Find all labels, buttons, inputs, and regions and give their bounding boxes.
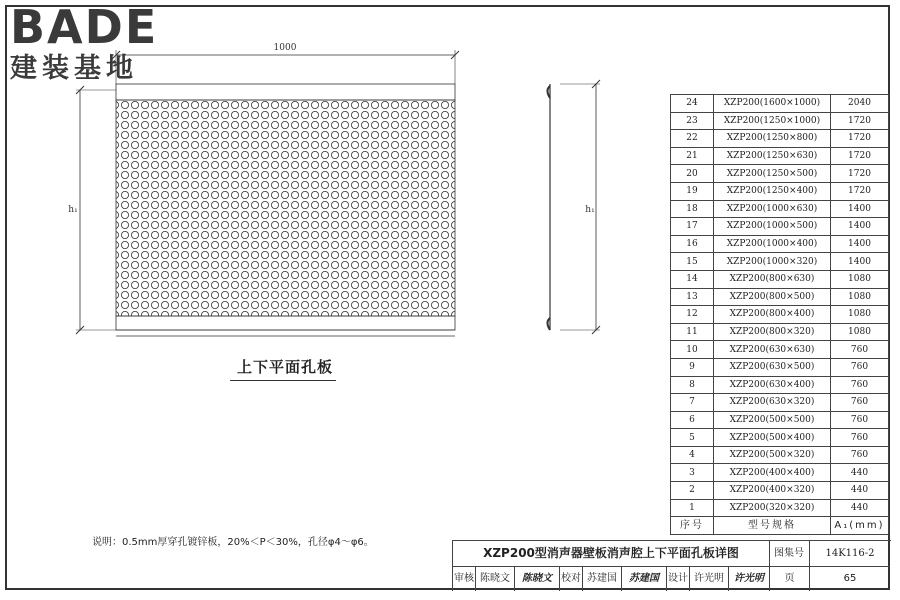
row-number-cell: 7 (671, 394, 714, 412)
title-block (452, 540, 891, 591)
reviewer-name: 陈晓文 (476, 567, 515, 591)
page-number: 65 (843, 573, 857, 584)
area-cell: 1400 (831, 218, 889, 236)
atlas-number: 14K116-2 (810, 541, 890, 567)
height-dimension-left (68, 86, 116, 334)
area-cell: 1080 (831, 306, 889, 324)
design-label: 设计 (667, 567, 690, 591)
row-number-cell: 15 (671, 253, 714, 271)
table-row (671, 464, 889, 482)
table-row (671, 288, 889, 306)
table-row (671, 499, 889, 517)
area-cell: 1720 (831, 147, 889, 165)
table-row (671, 235, 889, 253)
area-cell: 2040 (831, 95, 889, 113)
row-number-cell: 19 (671, 182, 714, 200)
side-view (548, 80, 601, 334)
left-height-label: h₁ (68, 205, 78, 215)
model-cell: XZP200(630×630) (714, 341, 831, 359)
row-number-cell: 3 (671, 464, 714, 482)
area-cell: 760 (831, 411, 889, 429)
row-number-cell: 8 (671, 376, 714, 394)
model-cell: XZP200(500×320) (714, 446, 831, 464)
row-number-cell: 1 (671, 499, 714, 517)
table-row (671, 218, 889, 236)
atlas-label: 图集号 (769, 541, 810, 567)
spec-table (670, 94, 889, 535)
table-row (671, 411, 889, 429)
model-cell: XZP200(800×630) (714, 270, 831, 288)
table-header-row (671, 517, 889, 535)
table-row (671, 112, 889, 130)
model-cell: XZP200(320×320) (714, 499, 831, 517)
area-cell: 1080 (831, 288, 889, 306)
row-number-cell: 10 (671, 341, 714, 359)
table-row (671, 270, 889, 288)
model-cell: XZP200(1250×630) (714, 147, 831, 165)
caption-underline (230, 380, 336, 381)
table-row (671, 253, 889, 271)
area-cell: 760 (831, 394, 889, 412)
area-cell: 760 (831, 429, 889, 447)
designer-name: 许光明 (690, 567, 729, 591)
table-row (671, 341, 889, 359)
table-row (671, 482, 889, 500)
row-number-cell: 17 (671, 218, 714, 236)
drawing-caption: 上下平面孔板 (237, 358, 334, 376)
table-row (671, 446, 889, 464)
drawing-note: 说明：0.5mm厚穿孔镀锌板，20%＜P＜30%，孔径φ4～φ6。 (92, 537, 374, 548)
width-dim-label: 1000 (273, 43, 297, 53)
model-cell: XZP200(400×400) (714, 464, 831, 482)
area-cell: 1080 (831, 323, 889, 341)
header-number: 序号 (671, 517, 714, 535)
area-cell: 760 (831, 341, 889, 359)
model-cell: XZP200(1250×400) (714, 182, 831, 200)
model-cell: XZP200(400×320) (714, 482, 831, 500)
row-number-cell: 24 (671, 95, 714, 113)
row-number-cell: 12 (671, 306, 714, 324)
model-cell: XZP200(630×500) (714, 358, 831, 376)
page-label: 页 (770, 567, 810, 591)
logo-subtitle: 建装基地 (10, 53, 138, 84)
area-cell: 1080 (831, 270, 889, 288)
model-cell: XZP200(1250×1000) (714, 112, 831, 130)
row-number-cell: 14 (671, 270, 714, 288)
table-row (671, 358, 889, 376)
reviewer-signature: 陈晓文 (515, 567, 560, 591)
model-cell: XZP200(1000×630) (714, 200, 831, 218)
model-cell: XZP200(1250×800) (714, 130, 831, 148)
row-number-cell: 4 (671, 446, 714, 464)
table-row (671, 95, 889, 113)
perforated-plate (116, 84, 455, 336)
table-row (671, 147, 889, 165)
designer-signature: 许光明 (729, 567, 770, 591)
review-label: 审核 (453, 567, 476, 591)
row-number-cell: 5 (671, 429, 714, 447)
table-row (671, 130, 889, 148)
model-cell: XZP200(1000×500) (714, 218, 831, 236)
area-cell: 440 (831, 499, 889, 517)
header-model: 型号规格 (714, 517, 831, 535)
area-cell: 1720 (831, 130, 889, 148)
model-cell: XZP200(630×400) (714, 376, 831, 394)
right-height-label: h₁ (585, 205, 595, 215)
area-cell: 1400 (831, 235, 889, 253)
checker-name: 苏建国 (583, 567, 622, 591)
row-number-cell: 9 (671, 358, 714, 376)
table-row (671, 376, 889, 394)
table-row (671, 429, 889, 447)
model-cell: XZP200(1250×500) (714, 165, 831, 183)
header-area: A₁(mm) (831, 517, 889, 535)
checker-signature: 苏建国 (622, 567, 667, 591)
row-number-cell: 22 (671, 130, 714, 148)
row-number-cell: 18 (671, 200, 714, 218)
row-number-cell: 13 (671, 288, 714, 306)
check-label: 校对 (560, 567, 583, 591)
drawing-title: XZP200型消声器壁板消声腔上下平面孔板详图 (453, 541, 770, 567)
logo-wordmark: BADE (10, 0, 159, 54)
area-cell: 760 (831, 446, 889, 464)
table-row (671, 323, 889, 341)
area-cell: 1720 (831, 112, 889, 130)
row-number-cell: 20 (671, 165, 714, 183)
model-cell: XZP200(800×500) (714, 288, 831, 306)
area-cell: 760 (831, 358, 889, 376)
table-row (671, 306, 889, 324)
area-cell: 1400 (831, 253, 889, 271)
area-cell: 1400 (831, 200, 889, 218)
table-row (671, 165, 889, 183)
area-cell: 440 (831, 464, 889, 482)
model-cell: XZP200(500×400) (714, 429, 831, 447)
row-number-cell: 6 (671, 411, 714, 429)
model-cell: XZP200(630×320) (714, 394, 831, 412)
area-cell: 440 (831, 482, 889, 500)
row-number-cell: 16 (671, 235, 714, 253)
table-row (671, 200, 889, 218)
model-cell: XZP200(500×500) (714, 411, 831, 429)
model-cell: XZP200(800×400) (714, 306, 831, 324)
width-dimension (112, 43, 459, 84)
model-cell: XZP200(800×320) (714, 323, 831, 341)
model-cell: XZP200(1000×400) (714, 235, 831, 253)
model-cell: XZP200(1000×320) (714, 253, 831, 271)
row-number-cell: 11 (671, 323, 714, 341)
table-row (671, 182, 889, 200)
row-number-cell: 23 (671, 112, 714, 130)
area-cell: 1720 (831, 165, 889, 183)
model-cell: XZP200(1600×1000) (714, 95, 831, 113)
area-cell: 760 (831, 376, 889, 394)
row-number-cell: 2 (671, 482, 714, 500)
area-cell: 1720 (831, 182, 889, 200)
table-row (671, 394, 889, 412)
row-number-cell: 21 (671, 147, 714, 165)
